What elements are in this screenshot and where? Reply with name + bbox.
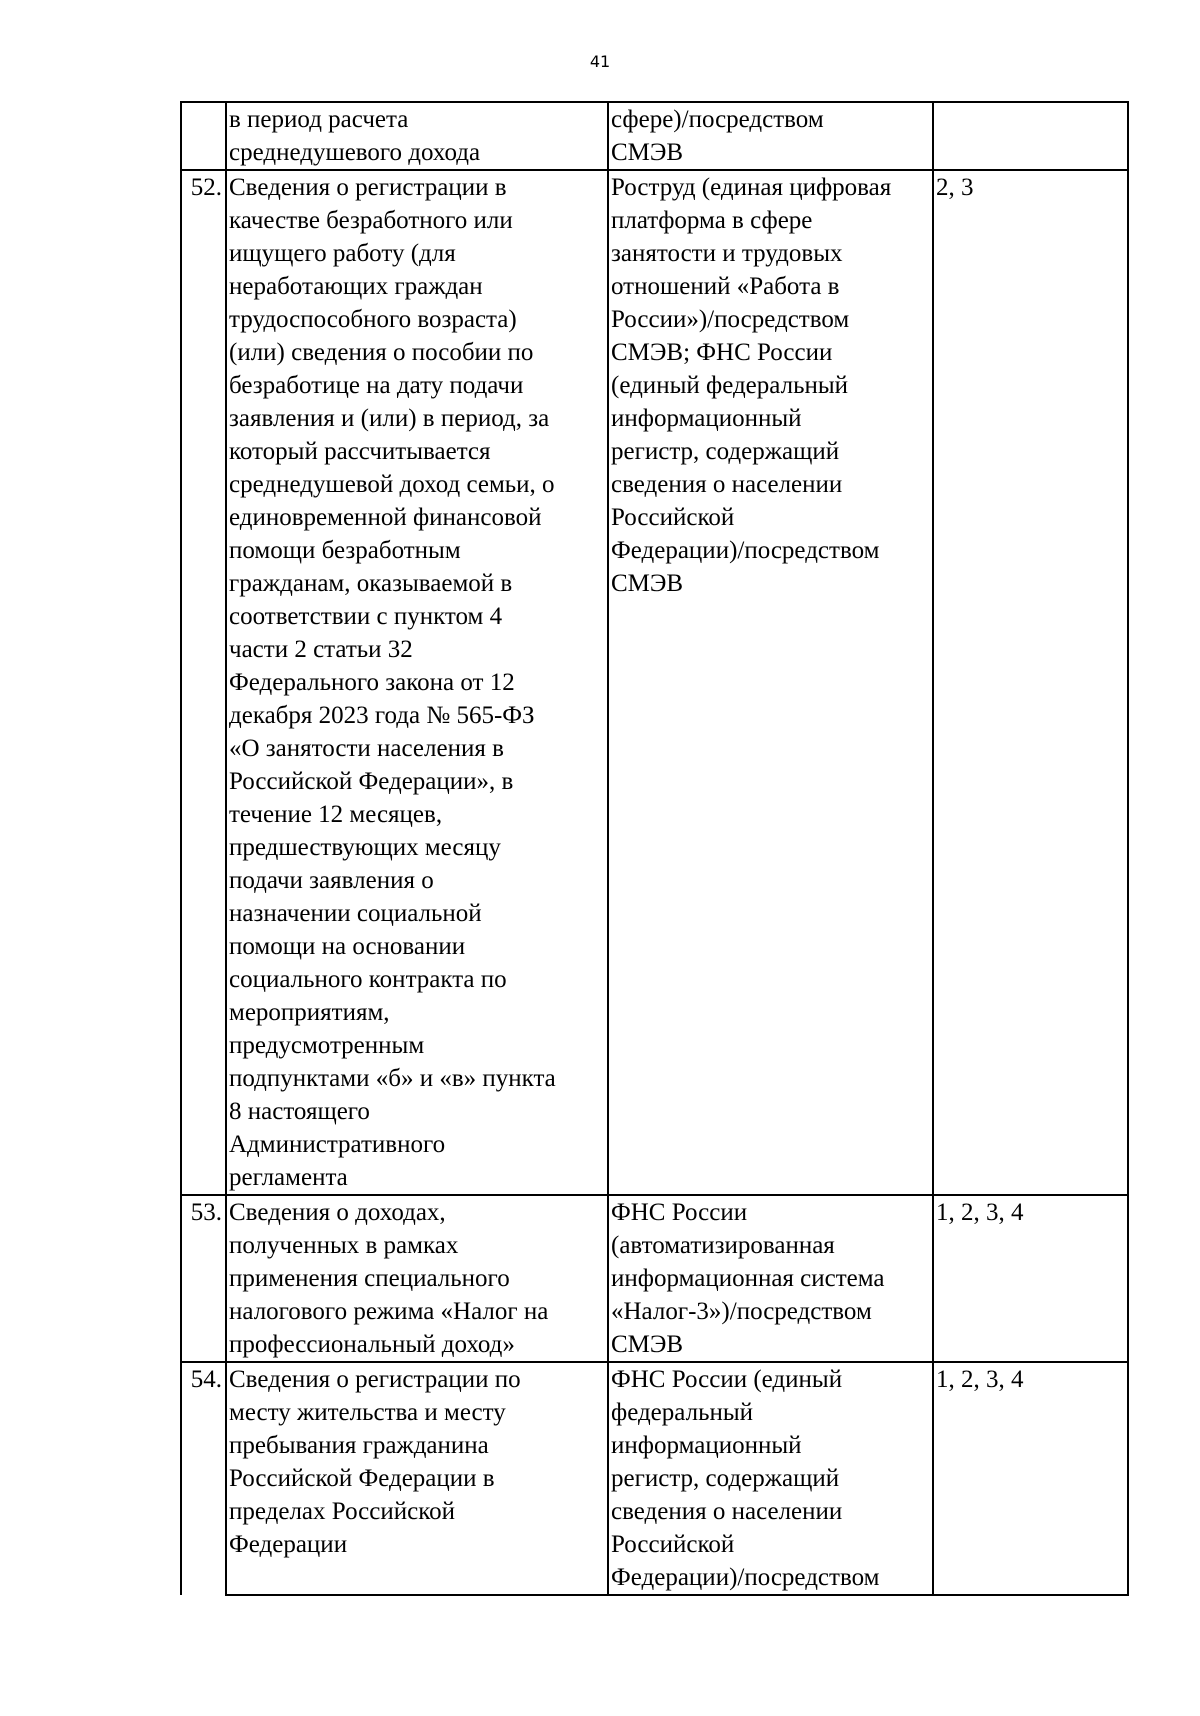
document-table — [180, 101, 1129, 1596]
info-line: декабря 2023 года № 565-ФЗ — [229, 702, 535, 729]
source-cell — [608, 1362, 933, 1595]
info-line: помощи на основании — [229, 933, 466, 960]
info-line: который рассчитывается — [229, 438, 491, 465]
info-line: месту жительства и месту — [229, 1399, 506, 1426]
row-number-cell — [181, 102, 226, 170]
source-line: федеральный — [611, 1399, 754, 1426]
source-line: России»)/посредством — [611, 306, 850, 333]
info-line: полученных в рамках — [229, 1232, 459, 1259]
source-line: регистр, содержащий — [611, 1465, 840, 1492]
info-line: безработице на дату подачи — [229, 372, 524, 399]
info-line: помощи безработным — [229, 537, 461, 564]
categories-cell — [933, 102, 1128, 170]
info-cell — [226, 1362, 608, 1595]
source-line: СМЭВ; ФНС России — [611, 339, 833, 366]
info-line: социального контракта по — [229, 966, 507, 993]
info-line: гражданам, оказываемой в — [229, 570, 513, 597]
row-number-cell: 52. — [181, 170, 226, 1195]
info-line: в период расчета — [229, 106, 409, 133]
info-line: Федерального закона от 12 — [229, 669, 515, 696]
source-line: занятости и трудовых — [611, 240, 843, 267]
info-line: регламента — [229, 1164, 348, 1191]
info-line: Сведения о регистрации по — [229, 1366, 521, 1393]
source-line: СМЭВ — [611, 1331, 684, 1358]
source-cell — [608, 1195, 933, 1362]
info-line: Российской Федерации в — [229, 1465, 495, 1492]
info-line: пределах Российской — [229, 1498, 455, 1525]
info-line: трудоспособного возраста) — [229, 306, 517, 333]
source-line: информационный — [611, 1432, 802, 1459]
source-line: сведения о населении — [611, 471, 843, 498]
info-line: качестве безработного или — [229, 207, 513, 234]
info-line: среднедушевого дохода — [229, 139, 481, 166]
source-cell — [608, 102, 933, 170]
info-line: предусмотренным — [229, 1032, 425, 1059]
source-line: отношений «Работа в — [611, 273, 840, 300]
source-line: сфере)/посредством — [611, 106, 824, 133]
source-line: сведения о населении — [611, 1498, 843, 1525]
info-line: назначении социальной — [229, 900, 482, 927]
source-line: Российской — [611, 504, 735, 531]
source-line: Роструд (единая цифровая — [611, 174, 892, 201]
info-line: ищущего работу (для — [229, 240, 456, 267]
info-line: предшествующих месяцу — [229, 834, 501, 861]
source-line: «Налог-3»)/посредством — [611, 1298, 872, 1325]
source-line: Федерации)/посредством — [611, 537, 880, 564]
source-line: (автоматизированная — [611, 1232, 835, 1259]
info-line: единовременной финансовой — [229, 504, 542, 531]
source-line: СМЭВ — [611, 570, 684, 597]
source-cell — [608, 170, 933, 1195]
info-line: течение 12 месяцев, — [229, 801, 443, 828]
page-number: 41 — [589, 52, 611, 71]
info-line: Сведения о доходах, — [229, 1199, 446, 1226]
info-line: соответствии с пунктом 4 — [229, 603, 503, 630]
info-line: заявления и (или) в период, за — [229, 405, 550, 432]
info-line: подпунктами «б» и «в» пункта — [229, 1065, 556, 1092]
info-line: 8 настоящего — [229, 1098, 370, 1125]
table-row — [181, 102, 1128, 170]
source-line: ФНС России (единый — [611, 1366, 843, 1393]
table-row — [181, 1362, 1128, 1595]
categories-cell: 1, 2, 3, 4 — [933, 1362, 1128, 1595]
info-cell — [226, 102, 608, 170]
info-line: (или) сведения о пособии по — [229, 339, 534, 366]
info-line: части 2 статьи 32 — [229, 636, 413, 663]
info-cell — [226, 1195, 608, 1362]
info-line: Административного — [229, 1131, 446, 1158]
info-line: профессиональный доход» — [229, 1331, 515, 1358]
row-number-cell: 54. — [181, 1362, 226, 1595]
info-line: подачи заявления о — [229, 867, 434, 894]
source-line: ФНС России — [611, 1199, 748, 1226]
info-line: среднедушевой доход семьи, о — [229, 471, 555, 498]
source-line: платформа в сфере — [611, 207, 813, 234]
info-line: налогового режима «Налог на — [229, 1298, 549, 1325]
table-row — [181, 1195, 1128, 1362]
info-line: Российской Федерации», в — [229, 768, 514, 795]
table-body — [181, 102, 1128, 1595]
info-line: пребывания гражданина — [229, 1432, 489, 1459]
info-line: Федерации — [229, 1531, 348, 1558]
info-line: Сведения о регистрации в — [229, 174, 507, 201]
table-row — [181, 170, 1128, 1195]
info-line: «О занятости населения в — [229, 735, 504, 762]
info-line: мероприятиям, — [229, 999, 390, 1026]
categories-cell: 1, 2, 3, 4 — [933, 1195, 1128, 1362]
row-number-cell: 53. — [181, 1195, 226, 1362]
source-line: информационный — [611, 405, 802, 432]
source-line: Федерации)/посредством — [611, 1564, 880, 1591]
info-line: неработающих граждан — [229, 273, 483, 300]
source-line: (единый федеральный — [611, 372, 849, 399]
source-line: регистр, содержащий — [611, 438, 840, 465]
categories-cell: 2, 3 — [933, 170, 1128, 1195]
source-line: Российской — [611, 1531, 735, 1558]
source-line: информационная система — [611, 1265, 885, 1292]
info-line: применения специального — [229, 1265, 510, 1292]
source-line: СМЭВ — [611, 139, 684, 166]
info-cell — [226, 170, 608, 1195]
